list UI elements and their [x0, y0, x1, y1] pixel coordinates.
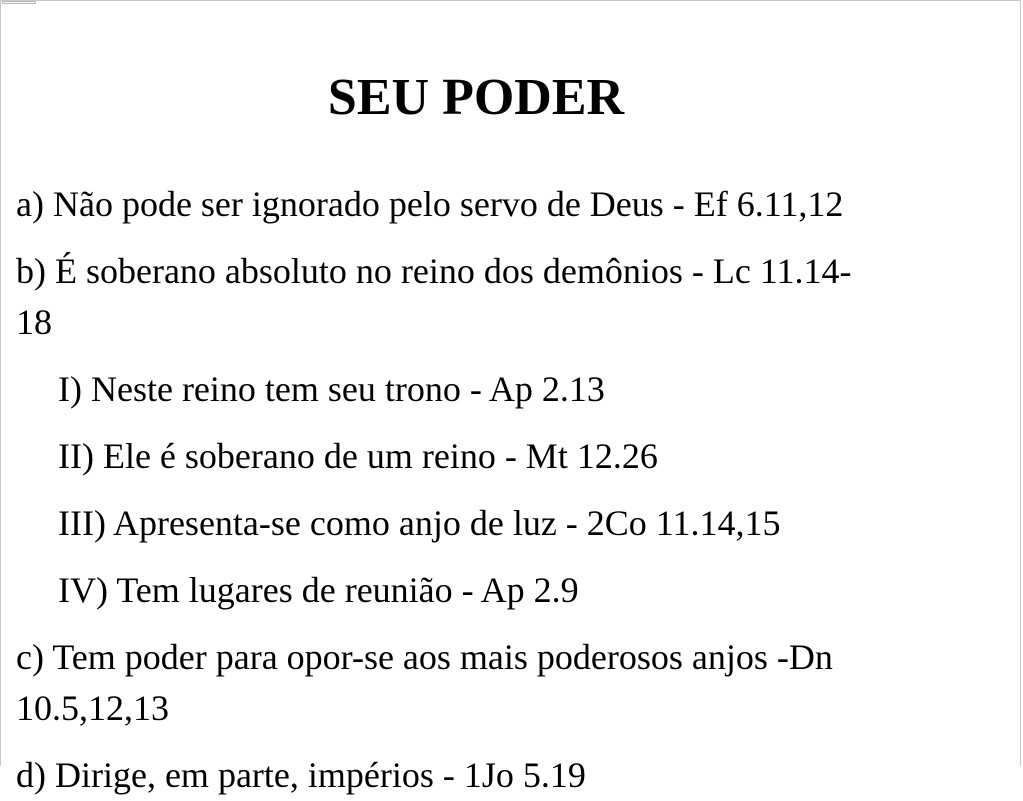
- subpoint-i: I) Neste reino tem seu trono - Ap 2.13: [58, 369, 605, 409]
- corner-thumbnail-mark: [2, 1, 36, 4]
- point-b: b) É soberano absoluto no reino dos demônios - Lc 11.14-: [16, 251, 852, 291]
- subpoint-iii: III) Apresenta-se como anjo de luz - 2Co 11.14,15: [58, 503, 781, 543]
- subpoint-iv: IV) Tem lugares de reunião - Ap 2.9: [58, 570, 579, 610]
- point-d: d) Dirige, em parte, impérios - 1Jo 5.19: [16, 755, 586, 795]
- point-a: a) Não pode ser ignorado pelo servo de Deus - Ef 6.11,12: [16, 184, 844, 224]
- slide-title: SEU PODER: [327, 69, 625, 126]
- subpoint-ii: II) Ele é soberano de um reino - Mt 12.26: [58, 436, 658, 476]
- point-b-continuation: 18: [16, 302, 52, 342]
- slide-body: [16, 179, 991, 801]
- point-c: c) Tem poder para opor-se aos mais poderosos anjos -Dn: [16, 637, 833, 677]
- point-c-continuation: 10.5,12,13: [16, 688, 169, 728]
